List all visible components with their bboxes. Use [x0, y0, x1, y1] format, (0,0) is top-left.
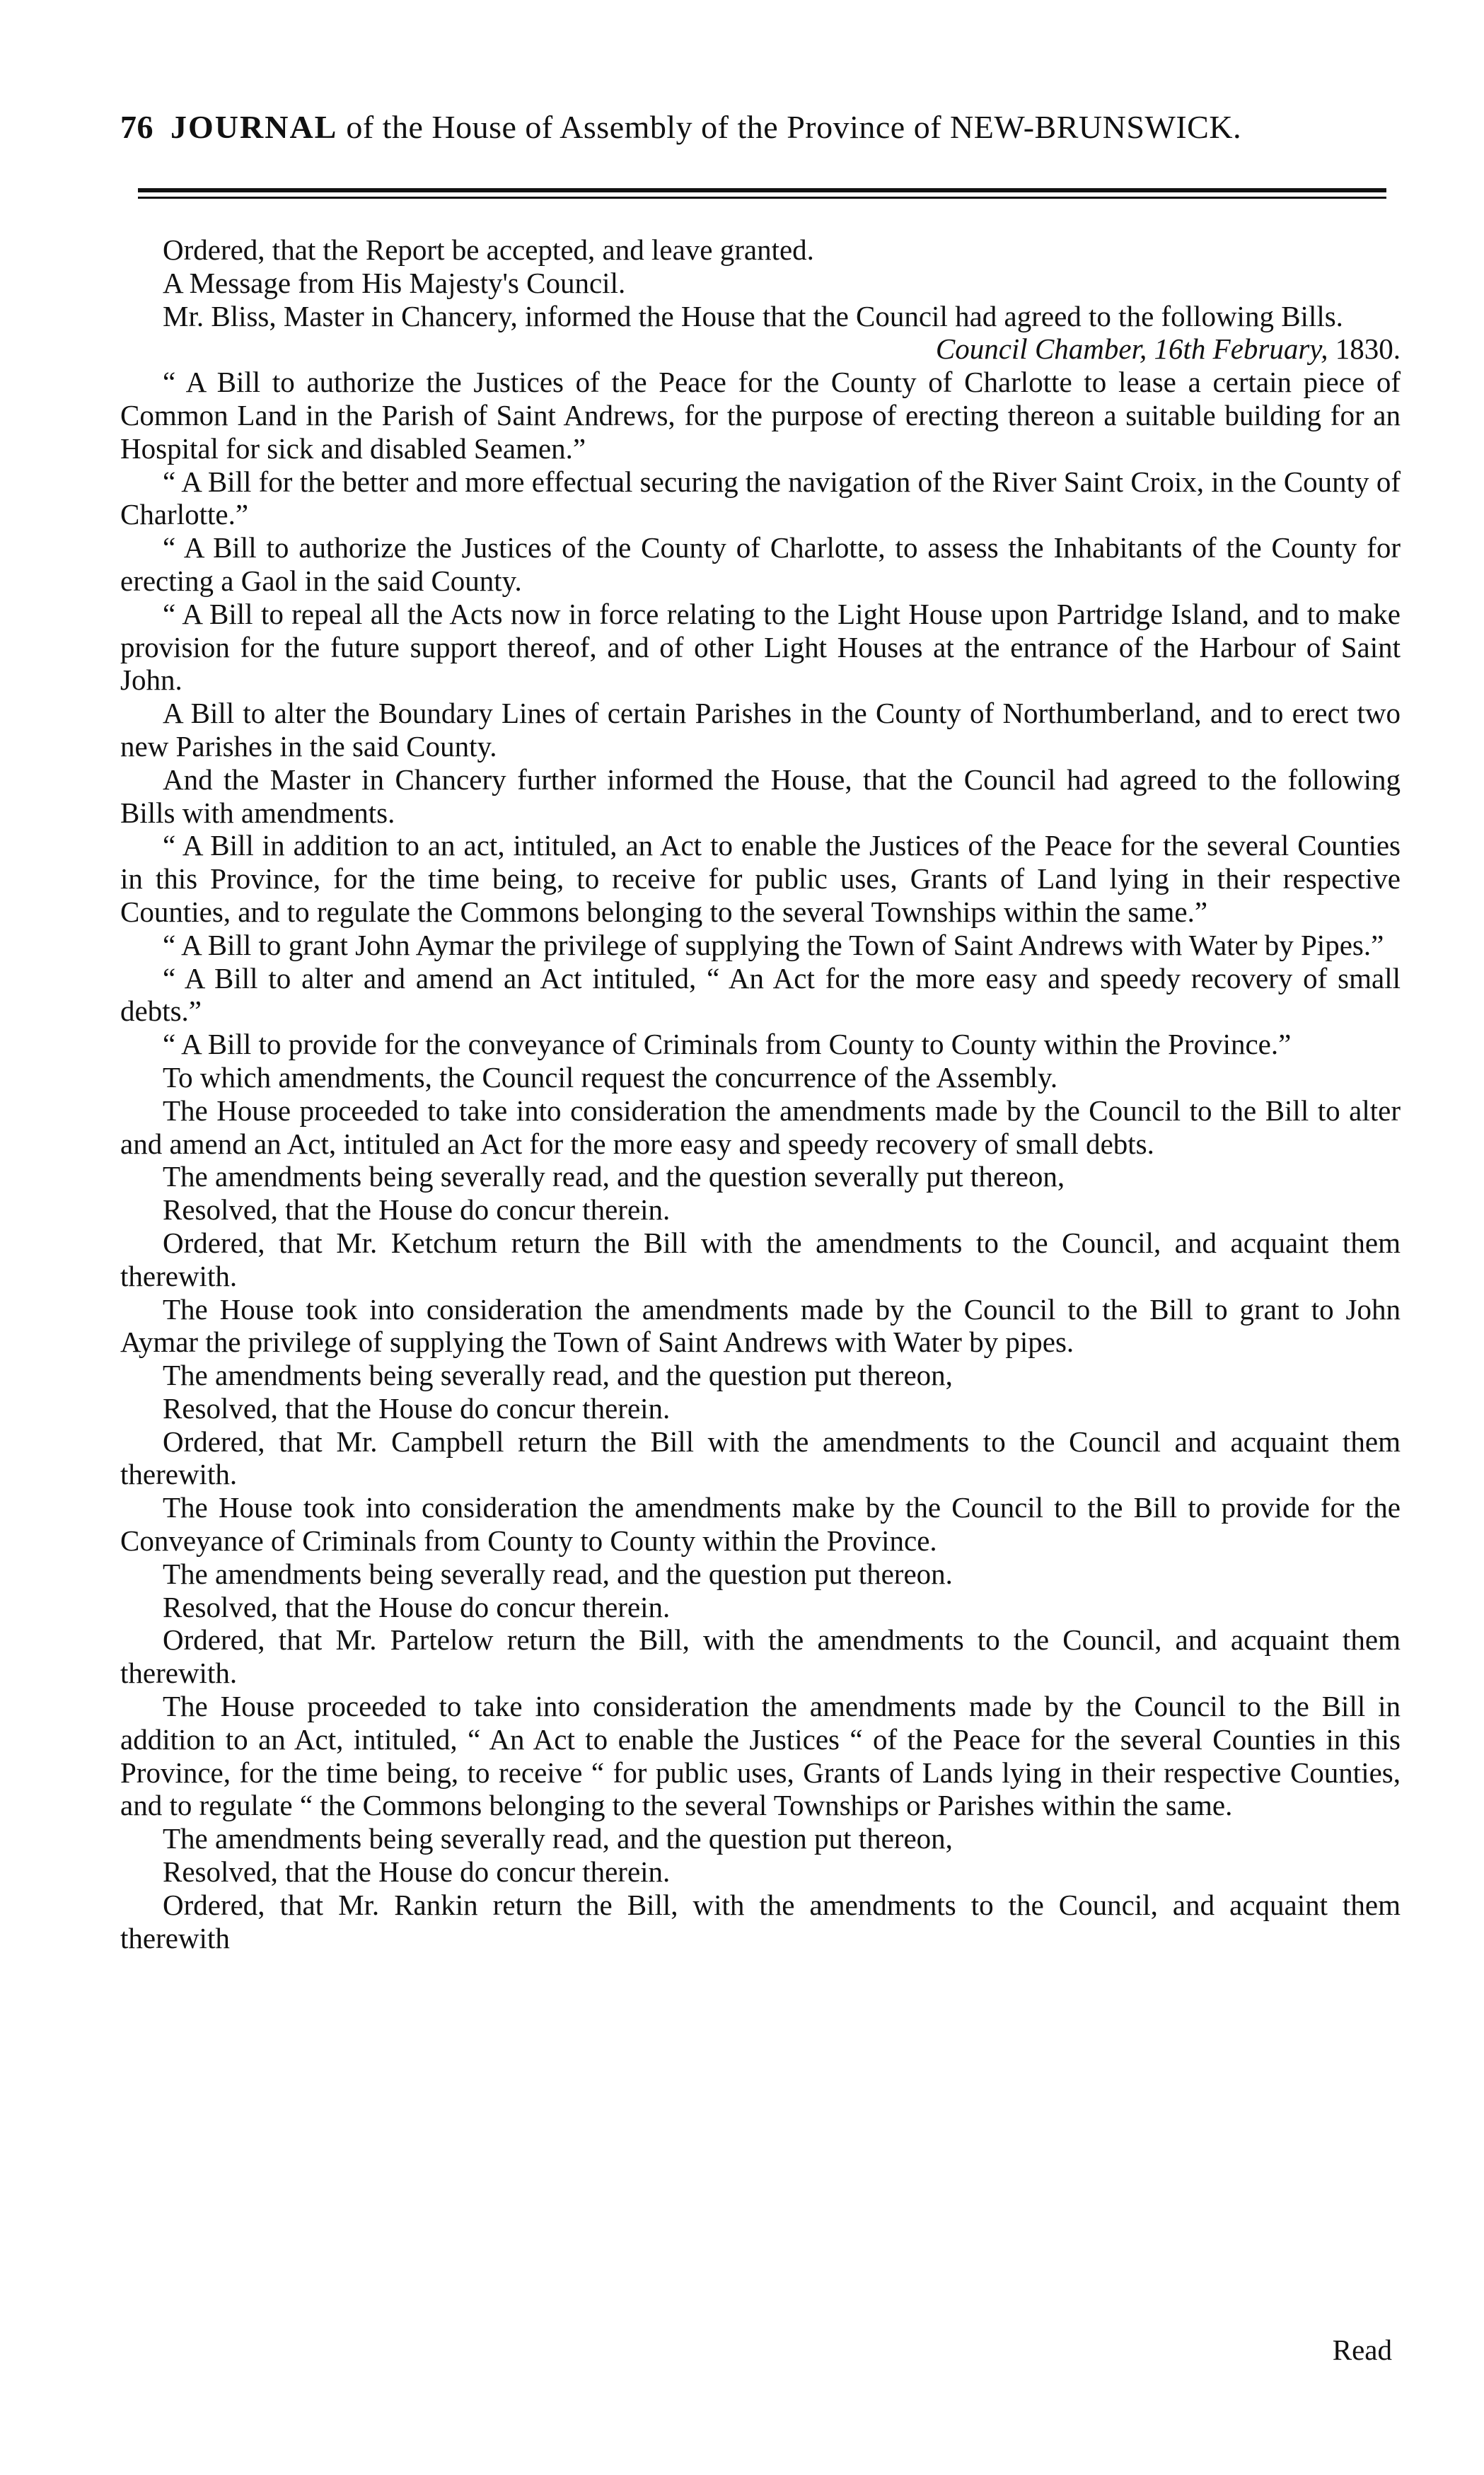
paragraph: Ordered, that Mr. Partelow return the Bill, with the amendments to the Council, and acquaint them therewith.	[120, 1623, 1401, 1690]
paragraph: A Message from His Majesty's Council.	[163, 266, 626, 299]
paragraph: “ A Bill to grant John Aymar the privilege of supplying the Town of Saint Andrews with Water by Pipes.”	[163, 928, 1384, 961]
paragraph: “ A Bill in addition to an act, intituled, an Act to enable the Justices of the Peace for the several Counties in this Province, for the time being, to receive for public uses, Grants of Land lying in their respective Counties, and to regulate the Commons belonging to the several Townships within the same.”	[120, 829, 1401, 928]
paragraph: To which amendments, the Council request the concurrence of the Assembly.	[163, 1060, 1058, 1094]
paragraph: A Bill to alter the Boundary Lines of certain Parishes in the County of Northumberland, and to erect two new Parishes in the said County.	[120, 697, 1401, 763]
paragraph: The House proceeded to take into consideration the amendments made by the Council to the Bill to alter and amend an Act, intituled an Act for the more easy and speedy recovery of small debts.	[120, 1094, 1401, 1160]
header-rule-thin	[138, 197, 1386, 199]
paragraph: Mr. Bliss, Master in Chancery, informed the House that the Council had agreed to the following Bills.	[163, 299, 1343, 332]
journal-title: JOURNAL	[170, 109, 338, 145]
paragraph: The amendments being severally read, and the question severally put thereon,	[163, 1160, 1065, 1193]
paragraph: Resolved, that the House do concur therein.	[163, 1855, 671, 1889]
paragraph: Resolved, that the House do concur therein.	[163, 1391, 671, 1425]
paragraph: “ A Bill to repeal all the Acts now in force relating to the Light House upon Partridge Island, and to make provision for the future support thereof, and of other Light Houses at the entrance of the Harbour of Saint John.	[120, 597, 1401, 697]
paragraph: The House proceeded to take into consideration the amendments made by the Council to the Bill in addition to an Act, intituled, “ An Act to enable the Justices “ of the Peace for the several Counties in this Province, for the time being, to receive “ for public uses, Grants of Lands lying in their respective Counties, and to regulate “ the Commons belonging to the several Townships or Parishes within the same.	[120, 1690, 1401, 1822]
paragraph: The House took into consideration the amendments made by the Council to the Bill to grant to John Aymar the privilege of supplying the Town of Saint Andrews with Water by pipes.	[120, 1292, 1401, 1359]
body-text	[120, 233, 1401, 1954]
paragraph: Ordered, that the Report be accepted, and leave granted.	[163, 233, 814, 266]
paragraph: Resolved, that the House do concur therein.	[163, 1590, 671, 1623]
paragraph: Ordered, that Mr. Ketchum return the Bill with the amendments to the Council, and acquaint them therewith.	[120, 1226, 1401, 1292]
paragraph: “ A Bill to authorize the Justices of the County of Charlotte, to assess the Inhabitants of the County for erecting a Gaol in the said County.	[120, 531, 1401, 597]
catchword: Read	[1332, 2334, 1392, 2366]
paragraph: The amendments being severally read, and the question put thereon,	[163, 1822, 953, 1855]
paragraph: “ A Bill to alter and amend an Act intituled, “ An Act for the more easy and speedy recovery of small debts.”	[120, 961, 1401, 1028]
paragraph: Resolved, that the House do concur therein.	[163, 1193, 671, 1227]
paragraph: “ A Bill for the better and more effectual securing the navigation of the River Saint Croix, in the County of Charlotte.”	[120, 465, 1401, 531]
header-rule-thick	[138, 188, 1386, 192]
dateline	[120, 332, 1401, 366]
paragraph: Ordered, that Mr. Campbell return the Bill with the amendments to the Council and acquaint them therewith.	[120, 1425, 1401, 1491]
page-number: 76	[120, 109, 153, 145]
paragraph: The amendments being severally read, and the question put thereon,	[163, 1359, 953, 1392]
paragraph: The amendments being severally read, and the question put thereon.	[163, 1557, 953, 1590]
dateline-year: 1830.	[1335, 332, 1401, 366]
dateline-place: Council Chamber, 16th February,	[935, 332, 1328, 366]
paragraph: And the Master in Chancery further informed the House, that the Council had agreed to the following Bills with amendments.	[120, 763, 1401, 829]
paragraph: “ A Bill to authorize the Justices of the Peace for the County of Charlotte to lease a certain piece of Common Land in the Parish of Saint Andrews, for the purpose of erecting thereon a suitable building for an Hospital for sick and disabled Seamen.”	[120, 366, 1401, 465]
paragraph: “ A Bill to provide for the conveyance of Criminals from County to County within the Province.”	[163, 1028, 1292, 1061]
header-title-rest: of the House of Assembly of the Province of NEW-BRUNSWICK.	[346, 109, 1242, 145]
running-header	[120, 106, 1386, 149]
paragraph: The House took into consideration the amendments make by the Council to the Bill to provide for the Conveyance of Criminals from County to County within the Province.	[120, 1491, 1401, 1558]
paragraph: Ordered, that Mr. Rankin return the Bill, with the amendments to the Council, and acquaint them therewith	[120, 1888, 1401, 1954]
